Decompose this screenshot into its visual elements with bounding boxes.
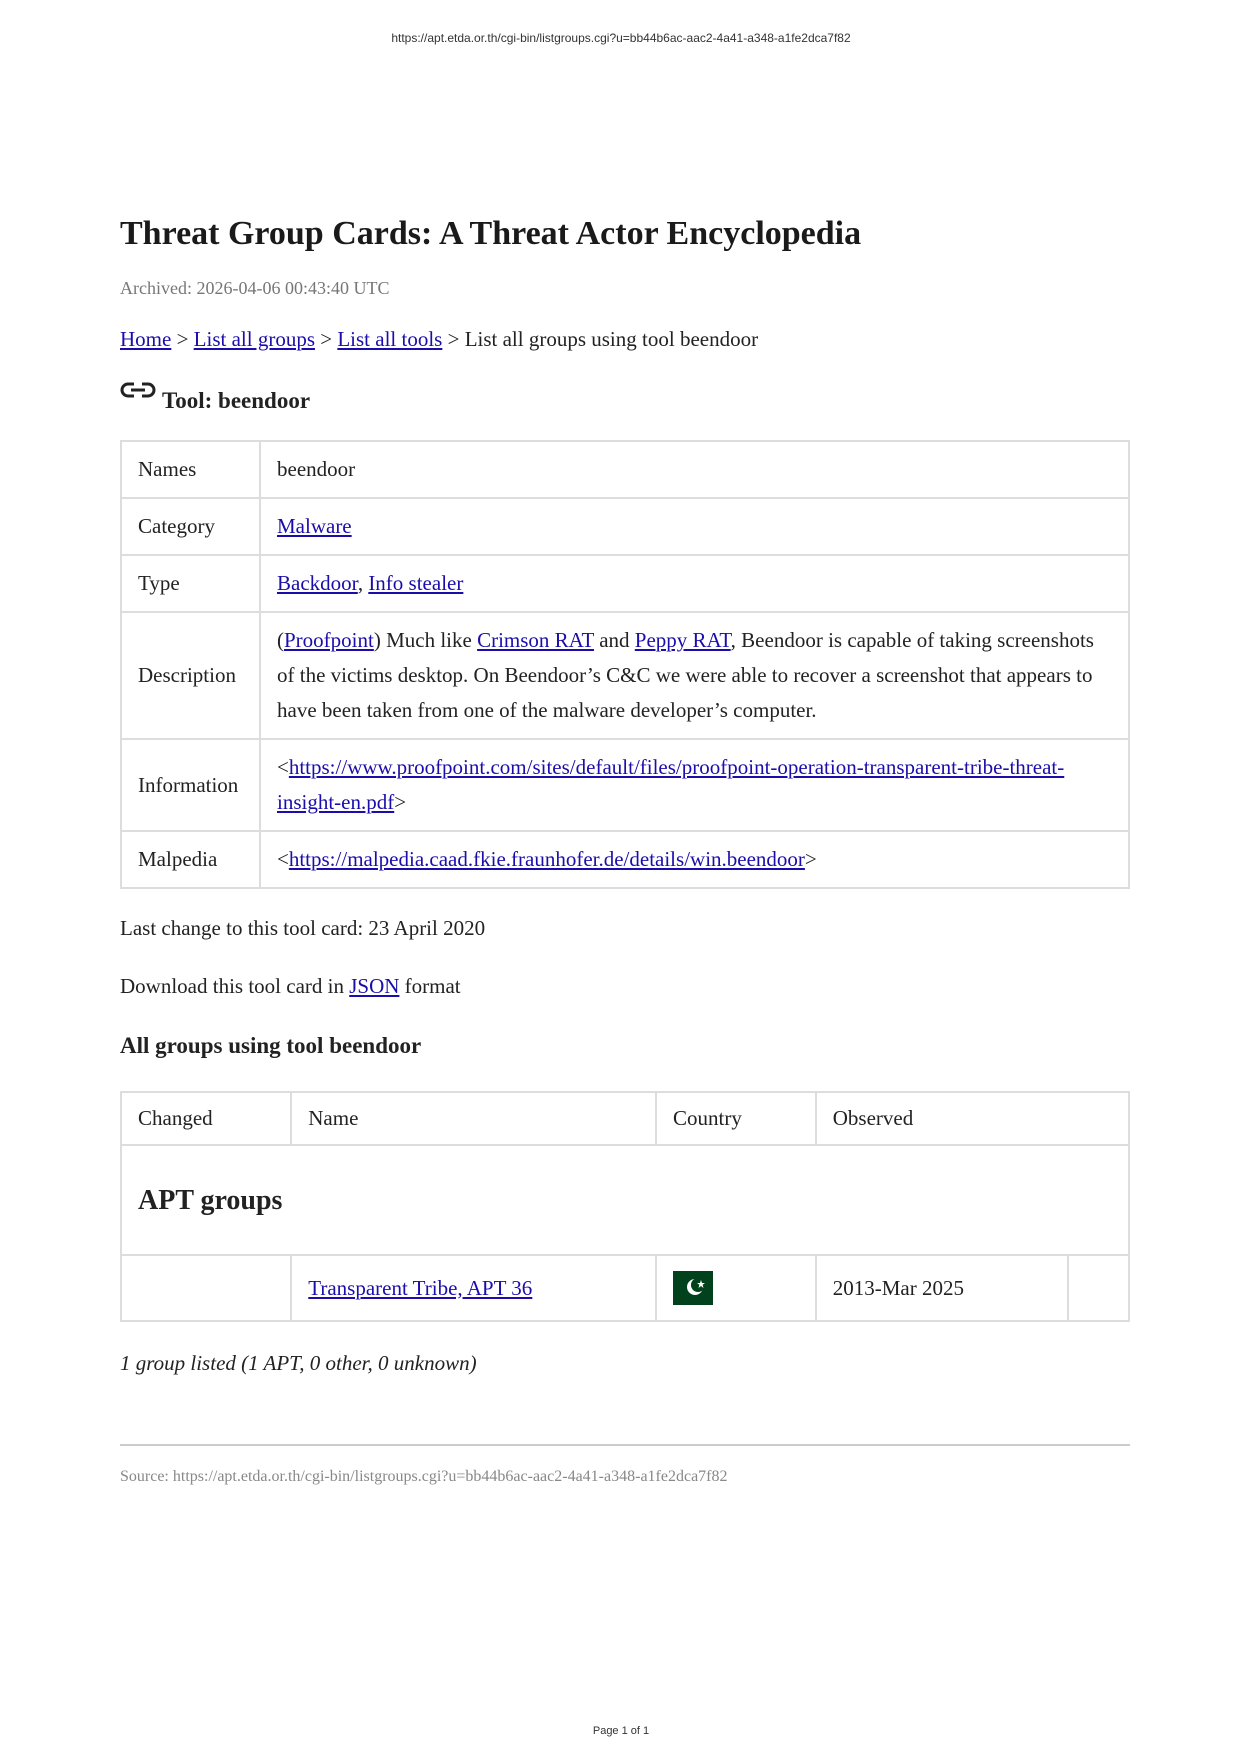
breadcrumb-groups-link[interactable]: List all groups bbox=[193, 327, 315, 351]
group-name-cell bbox=[291, 1255, 656, 1321]
tool-heading bbox=[120, 384, 1130, 418]
description-source-link[interactable]: Proofpoint bbox=[284, 628, 374, 652]
table-row bbox=[121, 498, 1129, 555]
page-header-url: https://apt.etda.or.th/cgi-bin/listgroups.cgi?u=bb44b6ac-aac2-4a41-a348-a1fe2dca7f82 bbox=[391, 31, 851, 45]
description-text: and bbox=[593, 628, 635, 652]
apt-groups-section: APT groups bbox=[121, 1145, 1129, 1255]
description-value bbox=[260, 612, 1129, 739]
description-label: Description bbox=[121, 612, 260, 739]
group-observed-cell: 2013-Mar 2025 bbox=[816, 1255, 1068, 1321]
names-value: beendoor bbox=[260, 441, 1129, 498]
angle-bracket: < bbox=[277, 847, 289, 871]
type-info-stealer-link[interactable]: Info stealer bbox=[368, 571, 464, 595]
breadcrumb-tools-link[interactable]: List all tools bbox=[337, 327, 443, 351]
download-text: Download this tool card in bbox=[120, 974, 350, 998]
information-link[interactable]: https://www.proofpoint.com/sites/default/files/proofpoint-operation-transparent-tribe-threat-insight-en.pdf bbox=[277, 755, 1065, 814]
breadcrumb-separator: > bbox=[447, 327, 460, 351]
malpedia-link[interactable]: https://malpedia.caad.fkie.fraunhofer.de/details/win.beendoor bbox=[288, 847, 805, 871]
breadcrumb-separator: > bbox=[320, 327, 333, 351]
breadcrumb-current: List all groups using tool beendoor bbox=[464, 327, 759, 351]
tool-heading-text: Tool: beendoor bbox=[162, 388, 311, 413]
category-value bbox=[260, 498, 1129, 555]
peppy-rat-link[interactable]: Peppy RAT bbox=[634, 628, 731, 652]
angle-bracket: > bbox=[394, 790, 407, 814]
crimson-rat-link[interactable]: Crimson RAT bbox=[477, 628, 594, 652]
category-malware-link[interactable]: Malware bbox=[277, 514, 352, 538]
breadcrumb-home-link[interactable]: Home bbox=[120, 327, 172, 351]
type-value bbox=[260, 555, 1129, 612]
section-row bbox=[121, 1145, 1129, 1255]
table-row bbox=[121, 831, 1129, 888]
table-row bbox=[121, 739, 1129, 831]
download-line bbox=[120, 971, 1130, 1001]
groups-heading: All groups using tool beendoor bbox=[120, 1033, 422, 1058]
description-text: ) Much like bbox=[373, 628, 478, 652]
header-observed: Observed bbox=[816, 1092, 1129, 1145]
malpedia-label: Malpedia bbox=[121, 831, 260, 888]
main-content bbox=[120, 212, 1130, 1488]
json-download-link[interactable]: JSON bbox=[349, 974, 400, 998]
header-country: Country bbox=[656, 1092, 816, 1145]
description-text: , Beendoor is capable of taking screenshots of the victims desktop. On Beendoor’s C&C we were able to recover a screenshot that appears to have been taken from one of the malware developer’s computer. bbox=[277, 628, 1094, 722]
type-separator: , bbox=[357, 571, 364, 595]
malpedia-value bbox=[260, 831, 1129, 888]
group-link-transparent-tribe[interactable]: Transparent Tribe, APT 36 bbox=[308, 1275, 533, 1300]
type-backdoor-link[interactable]: Backdoor bbox=[277, 571, 358, 595]
download-text: format bbox=[399, 974, 461, 998]
information-label: Information bbox=[121, 739, 260, 831]
source-url: Source: https://apt.etda.or.th/cgi-bin/listgroups.cgi?u=bb44b6ac-aac2-4a41-a348-a1fe2dca7f82 bbox=[120, 1468, 728, 1485]
pakistan-flag-icon bbox=[673, 1271, 713, 1305]
angle-bracket: < bbox=[277, 755, 289, 779]
description-paren: ( bbox=[277, 628, 284, 652]
table-row bbox=[121, 612, 1129, 739]
divider bbox=[120, 1444, 1130, 1446]
group-country-cell bbox=[656, 1255, 816, 1321]
group-extra-cell bbox=[1068, 1255, 1129, 1321]
header-name: Name bbox=[291, 1092, 656, 1145]
table-row bbox=[121, 1255, 1129, 1321]
table-header-row bbox=[121, 1092, 1129, 1145]
breadcrumb bbox=[120, 324, 1130, 354]
page-number: Page 1 of 1 bbox=[592, 1725, 650, 1737]
tool-info-table bbox=[120, 440, 1130, 889]
link-icon[interactable] bbox=[120, 378, 156, 400]
table-row bbox=[121, 441, 1129, 498]
archived-timestamp: Archived: 2026-04-06 00:43:40 UTC bbox=[120, 278, 390, 298]
groups-summary: 1 group listed (1 APT, 0 other, 0 unknown) bbox=[120, 1351, 477, 1375]
group-changed-cell bbox=[121, 1255, 291, 1321]
page-title: Threat Group Cards: A Threat Actor Encyclopedia bbox=[120, 215, 862, 252]
category-label: Category bbox=[121, 498, 260, 555]
angle-bracket: > bbox=[804, 847, 817, 871]
groups-table bbox=[120, 1091, 1130, 1322]
table-row bbox=[121, 555, 1129, 612]
last-change-text: Last change to this tool card: 23 April 2020 bbox=[120, 916, 486, 940]
breadcrumb-separator: > bbox=[176, 327, 189, 351]
type-label: Type bbox=[121, 555, 260, 612]
header-changed: Changed bbox=[121, 1092, 291, 1145]
names-label: Names bbox=[121, 441, 260, 498]
information-value bbox=[260, 739, 1129, 831]
